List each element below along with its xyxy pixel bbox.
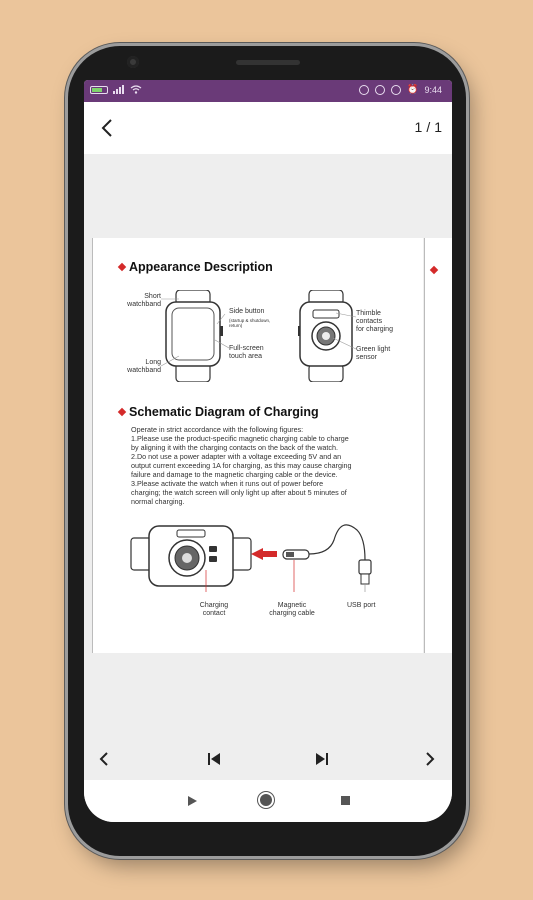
earpiece-speaker <box>236 60 300 65</box>
status-bar <box>84 80 452 102</box>
label-side-button: Side button <box>229 308 265 315</box>
section-title: Appearance Description <box>129 260 273 274</box>
instruction-line: failure and damage to the magnetic charging cable or the device. <box>131 470 338 479</box>
instruction-line: 2.Do not use a power adapter with a voltage exceeding 5V and an <box>131 452 342 461</box>
label-long-watchband: Long watchband <box>127 359 161 374</box>
home-circle-icon[interactable] <box>260 794 272 806</box>
section-heading-charging <box>119 405 319 419</box>
settings-icon <box>375 85 385 95</box>
front-camera <box>127 56 139 68</box>
current-page: 1 <box>414 119 423 135</box>
last-page-button[interactable] <box>310 748 334 775</box>
label-full-screen: Full-screen touch area <box>229 345 264 360</box>
pdf-navigation-bar <box>84 740 452 780</box>
bullet-diamond-icon <box>118 408 126 416</box>
next-pdf-page-edge <box>424 238 452 653</box>
page-counter <box>415 119 442 135</box>
recents-square-icon[interactable] <box>341 796 350 805</box>
charging-diagram <box>129 520 389 600</box>
page-separator: / <box>426 119 431 135</box>
status-time: 9:44 <box>424 84 442 95</box>
instruction-line: Operate in strict accordance with the following figures: <box>131 425 304 434</box>
wifi-icon <box>130 85 142 94</box>
label-green-light-sensor: Green light sensor <box>356 346 391 361</box>
label-side-button-note: (startup & shutdown, return) <box>229 318 271 328</box>
battery-icon <box>90 86 108 94</box>
system-navigation-bar <box>84 780 452 822</box>
instruction-line: charging; the watch screen will only light up after about 5 minutes of <box>131 488 347 497</box>
label-magnetic-cable: Magnetic charging cable <box>269 602 315 617</box>
phone-screen <box>84 80 452 822</box>
alarm-icon: ⏰ <box>407 84 419 94</box>
next-page-button[interactable] <box>418 748 442 775</box>
dnd-icon <box>391 85 401 95</box>
total-pages: 1 <box>434 119 442 135</box>
signal-icon <box>113 85 125 94</box>
first-page-button[interactable] <box>202 748 226 775</box>
label-usb-port: USB port <box>347 602 376 609</box>
instruction-line: output current exceeding 1A for charging, as this may cause charging <box>131 461 352 470</box>
back-arrow-icon[interactable] <box>96 116 120 140</box>
section-title: Schematic Diagram of Charging <box>129 405 319 419</box>
charging-instructions <box>131 425 413 506</box>
label-short-watchband: Short watchband <box>127 293 161 308</box>
app-bar <box>84 102 452 154</box>
bullet-diamond-icon <box>430 266 438 274</box>
previous-page-button[interactable] <box>92 748 116 775</box>
instruction-line: 1.Please use the product-specific magnetic charging cable to charge <box>131 434 349 443</box>
label-thimble-contacts: Thimble contacts for charging <box>356 310 393 333</box>
sync-icon <box>359 85 369 95</box>
pdf-page[interactable] <box>92 238 423 653</box>
back-triangle-icon[interactable] <box>188 796 197 806</box>
label-charging-contact: Charging contact <box>199 602 229 617</box>
instruction-line: by aligning it with the charging contacts on the back of the watch. <box>131 443 338 452</box>
instruction-line: normal charging. <box>131 497 185 506</box>
instruction-line: 3.Please activate the watch when it runs out of power before <box>131 479 324 488</box>
